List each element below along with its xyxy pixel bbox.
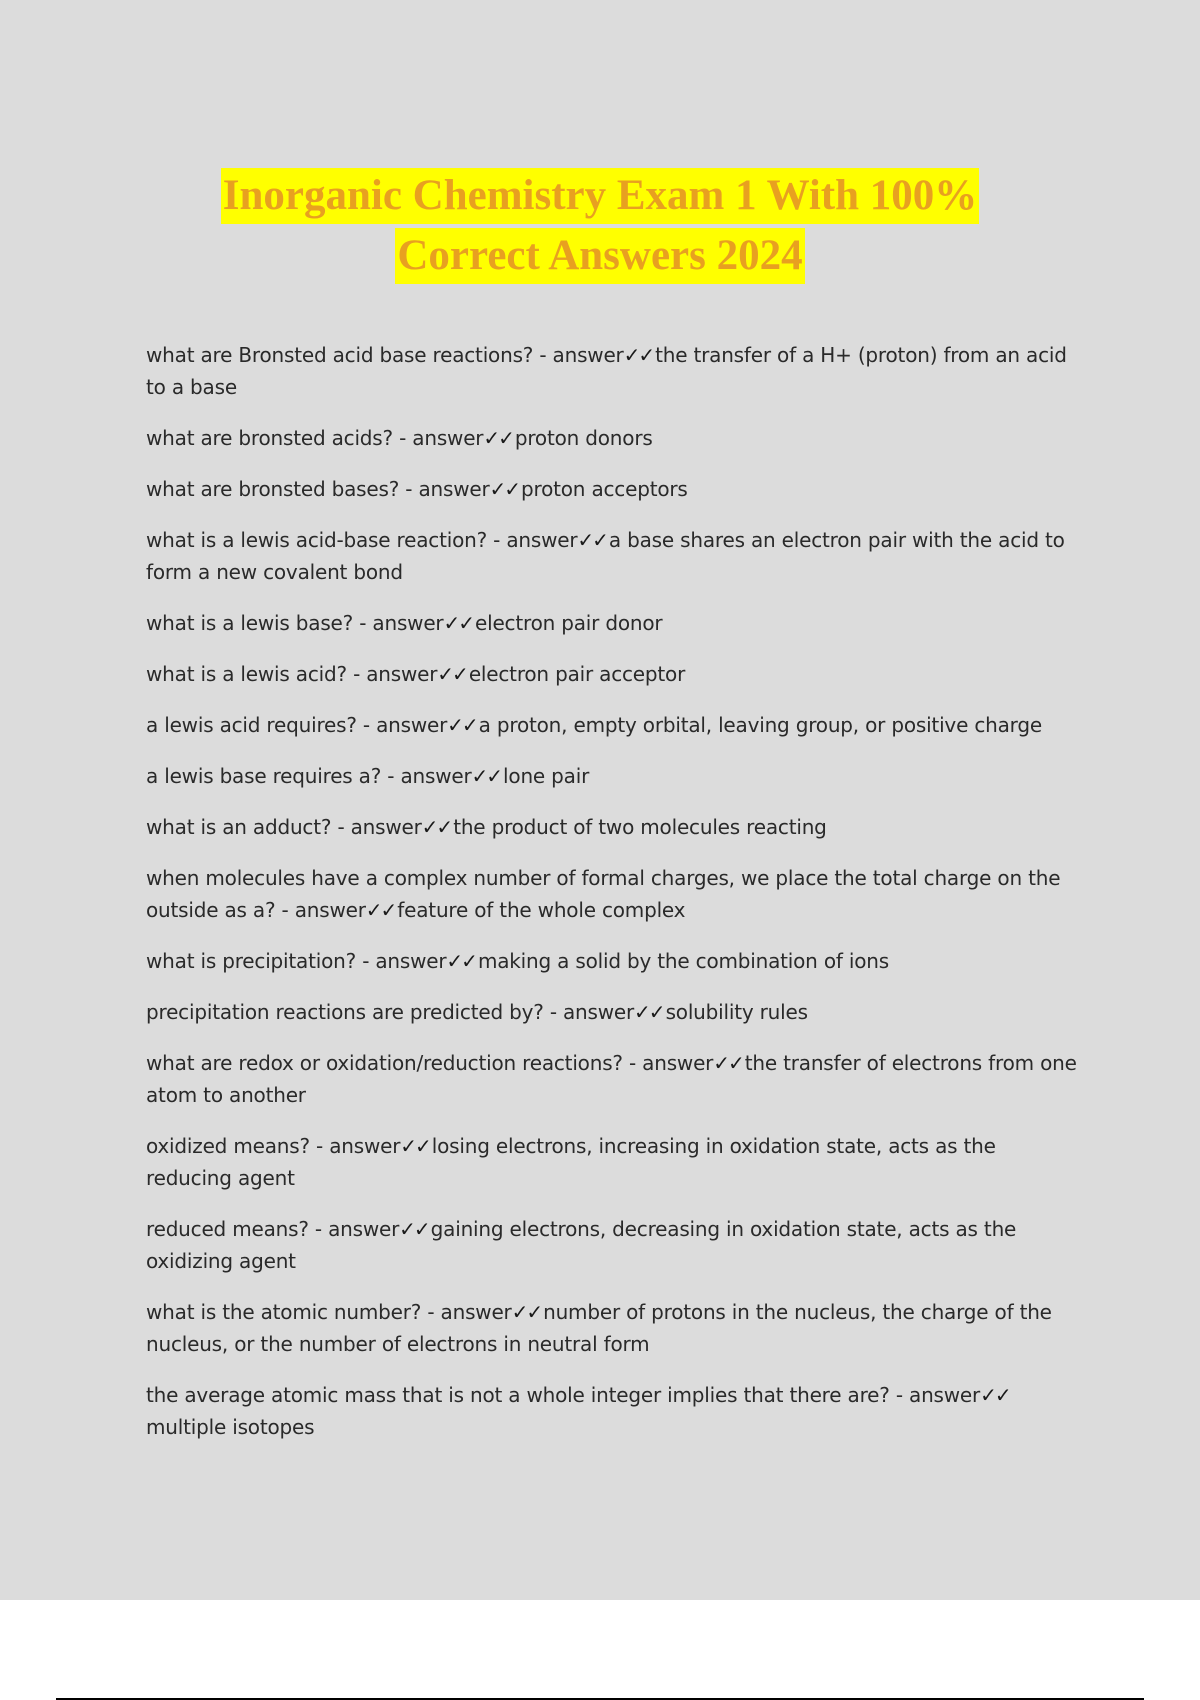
double-check-icon: ✓✓ [399,1217,429,1241]
question-text: what is a lewis acid? - [146,662,367,686]
qa-item [146,760,1086,792]
answer-text: the transfer of electrons from one atom to another [146,1051,1077,1107]
question-text: what is the atomic number? - [146,1300,441,1324]
double-check-icon: ✓✓ [483,426,513,450]
double-check-icon: ✓✓ [511,1300,542,1324]
answer-text: electron pair donor [474,611,663,635]
question-answer-list [146,339,1086,1462]
qa-item [146,811,1086,843]
question-text: what is precipitation? - [146,949,376,973]
answer-marker: answer [375,949,447,973]
answer-text: number of protons in the nucleus, the charge of the nucleus, or the number of electrons in neutral form [146,1300,1052,1356]
question-text: what is a lewis acid-base reaction? - [146,528,507,552]
answer-text: feature of the whole complex [397,898,686,922]
qa-item [146,1296,1086,1360]
question-text: what is a lewis base? - [146,611,373,635]
answer-marker: answer [350,815,422,839]
double-check-icon: ✓✓ [400,1134,430,1158]
double-check-icon: ✓✓ [713,1051,743,1075]
question-text: a lewis acid requires? - [146,713,377,737]
title-line-2: Correct Answers 2024 [395,228,804,284]
answer-text: the product of two molecules reacting [453,815,827,839]
answer-marker: answer [909,1383,981,1407]
answer-marker: answer [440,1300,512,1324]
answer-text: multiple isotopes [146,1415,315,1439]
answer-marker: answer [418,477,490,501]
question-text: oxidized means? - [146,1134,330,1158]
double-check-icon: ✓✓ [447,713,477,737]
double-check-icon: ✓✓ [437,662,467,686]
answer-marker: answer [294,898,366,922]
answer-text: losing electrons, increasing in oxidation state, acts as the reducing agent [146,1134,996,1190]
double-check-icon: ✓✓ [489,477,520,501]
answer-text: gaining electrons, decreasing in oxidation state, acts as the oxidizing agent [146,1217,1017,1273]
answer-marker: answer [642,1051,714,1075]
question-text: what is an adduct? - [146,815,351,839]
answer-text: proton acceptors [521,477,688,501]
double-check-icon: ✓✓ [421,815,452,839]
document-title [0,168,1200,288]
qa-item [146,524,1086,588]
qa-item [146,339,1086,403]
qa-item [146,996,1086,1028]
double-check-icon: ✓✓ [443,611,473,635]
answer-marker: answer [376,713,448,737]
answer-marker: answer [506,528,578,552]
qa-item [146,709,1086,741]
question-text: what are redox or oxidation/reduction reactions? - [146,1051,643,1075]
double-check-icon: ✓✓ [634,1000,664,1024]
question-text: when molecules have a complex number of formal charges, we place the total charge on the outside as a? - [146,866,1061,922]
answer-text: the transfer of a H+ (proton) from an acid to a base [146,343,1067,399]
answer-text: proton donors [514,426,653,450]
title-line-1: Inorganic Chemistry Exam 1 With 100% [221,168,980,224]
double-check-icon: ✓✓ [623,343,654,367]
answer-text: solubility rules [665,1000,808,1024]
question-text: a lewis base requires a? - [146,764,401,788]
answer-marker: answer [412,426,484,450]
qa-item [146,945,1086,977]
answer-text: electron pair acceptor [468,662,686,686]
question-text: what are bronsted bases? - [146,477,419,501]
question-text: what are Bronsted acid base reactions? - [146,343,553,367]
answer-marker: answer [372,611,444,635]
answer-marker: answer [400,764,472,788]
question-text: reduced means? - [146,1217,329,1241]
qa-item [146,473,1086,505]
double-check-icon: ✓✓ [365,898,396,922]
double-check-icon: ✓✓ [577,528,607,552]
qa-item [146,1130,1086,1194]
answer-marker: answer [328,1217,400,1241]
qa-item [146,422,1086,454]
answer-marker: answer [329,1134,401,1158]
answer-text: a proton, empty orbital, leaving group, or positive charge [478,713,1042,737]
answer-text: a base shares an electron pair with the acid to form a new covalent bond [146,528,1065,584]
answer-text: making a solid by the combination of ions [477,949,889,973]
qa-item [146,1379,1086,1443]
answer-marker: answer [366,662,438,686]
double-check-icon: ✓✓ [471,764,502,788]
qa-item [146,658,1086,690]
answer-marker: answer [552,343,624,367]
double-check-icon: ✓✓ [446,949,476,973]
question-text: what are bronsted acids? - [146,426,413,450]
question-text: the average atomic mass that is not a whole integer implies that there are? - [146,1383,910,1407]
qa-item [146,1213,1086,1277]
qa-item [146,607,1086,639]
question-text: precipitation reactions are predicted by? - [146,1000,563,1024]
qa-item [146,862,1086,926]
qa-item [146,1047,1086,1111]
double-check-icon: ✓✓ [980,1383,1010,1407]
answer-text: lone pair [503,764,590,788]
answer-marker: answer [563,1000,635,1024]
